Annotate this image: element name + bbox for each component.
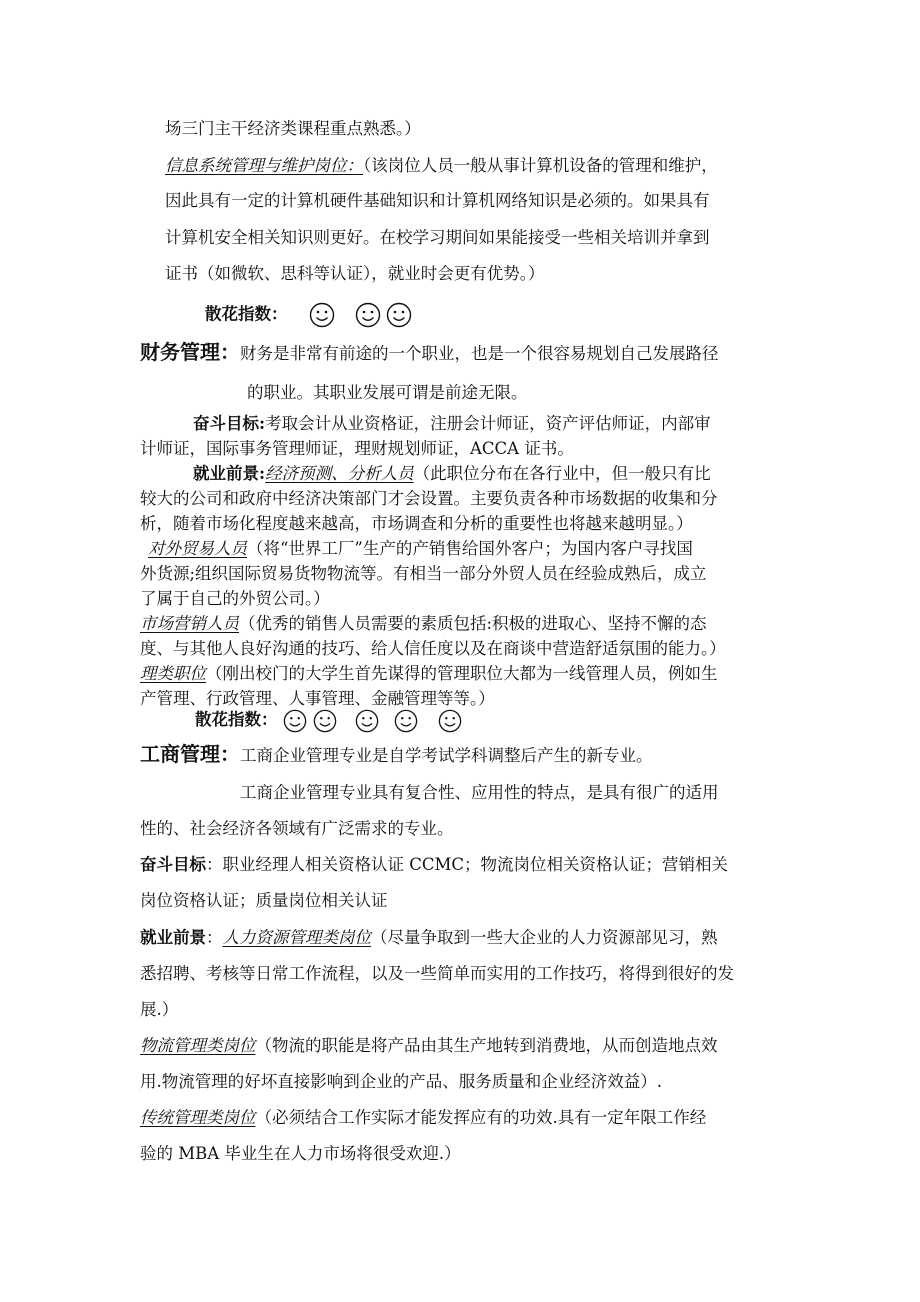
- paragraph-line: [140, 1034, 718, 1058]
- text: 考取会计从业资格证，注册会计师证，资产评估师证，内部审: [265, 414, 711, 433]
- text: （刚出校门的大学生首先谋得的管理职位大都为一线管理人员，例如生: [206, 664, 718, 683]
- job-label: 就业前景: [140, 928, 206, 947]
- section-title-finance: 财务管理：: [140, 340, 240, 364]
- text: （物流的职能是将产品由其生产地转到消费地，从而创造地点效: [255, 1036, 718, 1055]
- goal-label: 奋斗目标: [140, 855, 206, 874]
- paragraph-line: 因此具有一定的计算机硬件基础知识和计算机网络知识是必须的。如果具有: [165, 191, 710, 210]
- job-label: 就业前景:: [193, 464, 266, 483]
- paragraph-line: [140, 853, 728, 877]
- job-title: 市场营销人员: [140, 614, 239, 633]
- paragraph-line: 的职业。其职业发展可谓是前途无限。: [247, 383, 528, 402]
- job-title: 对外贸易人员: [148, 539, 247, 558]
- section-title-business: 工商管理：: [140, 742, 240, 766]
- text: （必须结合工作实际才能发挥应有的功效.具有一定年限工作经: [255, 1108, 707, 1127]
- paragraph-line: 岗位资格认证；质量岗位相关认证: [140, 891, 388, 910]
- paragraph-line: 析，随着市场化程度越来越高，市场调查和分析的重要性也将越来越明显。）: [140, 514, 693, 533]
- smiley-face-icon: [438, 709, 462, 733]
- goal-label: 奋斗目标:: [193, 414, 266, 433]
- paragraph-line: 就业前景：人力资源管理类岗位（尽量争取到一些大企业的人力资源部见习，熟: [140, 928, 718, 947]
- job-title: 理类职位: [140, 664, 206, 683]
- paragraph-line: 用.物流管理的好坏直接影响到企业的产品、服务质量和企业经济效益）.: [140, 1072, 662, 1091]
- rating-label: 散花指数：: [205, 304, 288, 324]
- paragraph-line: 展.）: [140, 1000, 179, 1019]
- job-title: 经济预测、分析人员: [265, 464, 414, 483]
- paragraph-line: 场三门主干经济类课程重点熟悉。）: [165, 119, 421, 138]
- text: 财务是非常有前途的一个职业，也是一个很容易规划自己发展路径: [240, 344, 719, 363]
- paragraph-line: 性的、社会经济各领域有广泛需求的专业。: [140, 819, 454, 838]
- rating-label: 散花指数：: [195, 710, 278, 729]
- smiley-face-icon: [394, 709, 418, 733]
- smiley-face-icon: [313, 709, 337, 733]
- paragraph-line: 证书（如微软、思科等认证），就业时会更有优势。）: [165, 264, 545, 283]
- job-title: 人力资源管理类岗位: [222, 928, 371, 947]
- text: ：职业经理人相关资格认证 CCMC；物流岗位相关资格认证；营销相关: [206, 855, 729, 874]
- text: （尽量争取到一些大企业的人力资源部见习，熟: [371, 928, 718, 947]
- smiley-face-icon: [386, 302, 412, 328]
- rating-row: [195, 708, 462, 733]
- smiley-face-icon: [355, 709, 379, 733]
- text: （将“世界工厂”生产的产销售给国外客户；为国内客户寻找国: [247, 539, 693, 558]
- paragraph-line: 度、与其他人良好沟通的技巧、给人信任度以及在商谈中营造舒适氛围的能力。）: [140, 639, 726, 658]
- paragraph-line: 产管理、行政管理、人事管理、金融管理等等。）: [140, 689, 495, 708]
- paragraph-line: [140, 662, 718, 686]
- paragraph-line: [148, 537, 693, 561]
- job-title: 传统管理类岗位: [140, 1108, 256, 1127]
- paragraph-line: [140, 1106, 706, 1130]
- paragraph-line: [140, 612, 707, 636]
- paragraph-line: [140, 340, 719, 366]
- smiley-face-icon: [355, 302, 381, 328]
- paragraph-line: [165, 154, 718, 178]
- paragraph-line: 工商企业管理专业具有复合性、应用性的特点，是具有很广的适用: [240, 783, 719, 802]
- text: （此职位分布在各行业中，但一般只有比: [413, 464, 711, 483]
- paragraph-line: [193, 462, 711, 486]
- paragraph-line: [140, 742, 653, 768]
- info-system-title: 信息系统管理与维护岗位：: [165, 156, 363, 175]
- smiley-face-icon: [309, 302, 335, 328]
- rating-row: [205, 302, 412, 328]
- smiley-face-icon: [283, 709, 307, 733]
- paragraph-line: 验的 MBA 毕业生在人力市场将很受欢迎.）: [140, 1144, 461, 1163]
- paragraph-line: 较大的公司和政府中经济决策部门才会设置。主要负责各种市场数据的收集和分: [140, 489, 718, 508]
- text: （该岗位人员一般从事计算机设备的管理和维护，: [363, 156, 718, 175]
- text: 工商企业管理专业是自学考试学科调整后产生的新专业。: [240, 746, 653, 765]
- paragraph-line: 外货源;组织国际贸易货物物流等。有相当一部分外贸人员在经验成熟后，成立: [140, 564, 707, 583]
- paragraph-line: 计算机安全相关知识则更好。在校学习期间如果能接受一些相关培训并拿到: [165, 228, 710, 247]
- text: （优秀的销售人员需要的素质包括:积极的进取心、坚持不懈的态: [239, 614, 707, 633]
- job-title: 物流管理类岗位: [140, 1036, 256, 1055]
- paragraph-line: 悉招聘、考核等日常工作流程，以及一些简单而实用的工作技巧，将得到很好的发: [140, 964, 734, 983]
- paragraph-line: 了属于自己的外贸公司。）: [140, 589, 330, 608]
- paragraph-line: [193, 412, 711, 436]
- paragraph-line: 计师证，国际事务管理师证，理财规划师证，ACCA 证书。: [140, 439, 574, 458]
